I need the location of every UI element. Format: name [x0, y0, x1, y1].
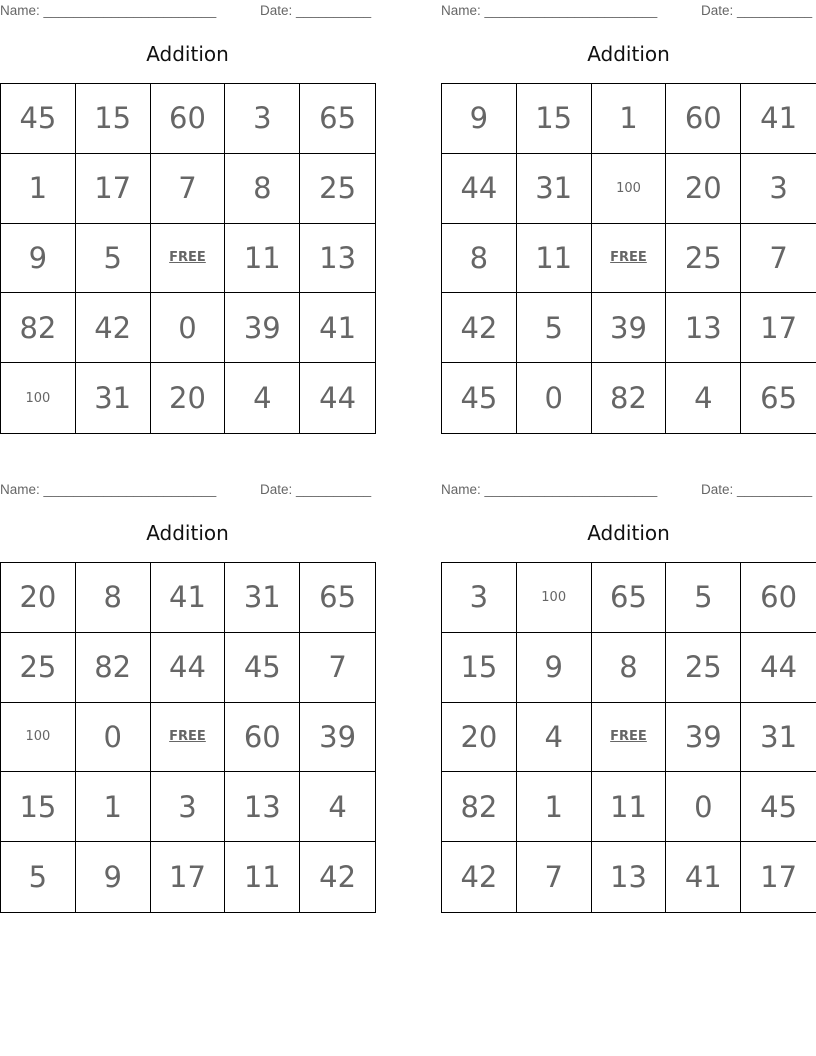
bingo-cell: 5 — [666, 563, 741, 633]
bingo-cell: 65 — [300, 84, 375, 154]
bingo-cell: 1 — [592, 84, 667, 154]
bingo-cell: 41 — [151, 563, 226, 633]
bingo-cell: 15 — [76, 84, 151, 154]
bingo-cell: 31 — [517, 154, 592, 224]
free-space: FREE — [151, 224, 226, 294]
bingo-cell: 9 — [1, 224, 76, 294]
date-field[interactable]: Date: __________ — [701, 482, 813, 497]
bingo-cell: 41 — [300, 293, 375, 363]
bingo-cell: 20 — [151, 363, 226, 433]
bingo-cell: 1 — [76, 772, 151, 842]
bingo-cell: 7 — [300, 633, 375, 703]
bingo-cell: 39 — [225, 293, 300, 363]
bingo-cell: 15 — [442, 633, 517, 703]
bingo-cell: 45 — [741, 772, 816, 842]
free-space: FREE — [592, 224, 667, 294]
bingo-cell: 8 — [442, 224, 517, 294]
bingo-cell: 5 — [76, 224, 151, 294]
bingo-cell: 25 — [666, 224, 741, 294]
bingo-cell: 8 — [76, 563, 151, 633]
bingo-cell: 9 — [442, 84, 517, 154]
bingo-cell: 44 — [151, 633, 226, 703]
bingo-cell: 20 — [442, 703, 517, 773]
bingo-cell: 44 — [741, 633, 816, 703]
bingo-card — [0, 479, 375, 912]
bingo-cell: 82 — [76, 633, 151, 703]
bingo-cell: 13 — [592, 842, 667, 912]
bingo-cell: 4 — [517, 703, 592, 773]
bingo-cell: 60 — [225, 703, 300, 773]
bingo-cell: 45 — [225, 633, 300, 703]
bingo-cell: 3 — [225, 84, 300, 154]
date-field[interactable]: Date: __________ — [260, 482, 372, 497]
bingo-cell: 3 — [741, 154, 816, 224]
bingo-cell: 9 — [76, 842, 151, 912]
bingo-cell: 15 — [517, 84, 592, 154]
bingo-cell: 17 — [760, 860, 798, 895]
bingo-cell: 82 — [442, 772, 517, 842]
bingo-cell: 41 — [666, 842, 741, 912]
bingo-cell: 0 — [517, 363, 592, 433]
bingo-cell: 7 — [151, 154, 226, 224]
bingo-cell: 100 — [1, 703, 76, 773]
bingo-cell: 5 — [517, 293, 592, 363]
bingo-cell: 17 — [741, 293, 816, 363]
name-field[interactable]: Name: _______________________ — [0, 482, 217, 497]
card-title: Addition — [146, 521, 229, 545]
bingo-cell: 0 — [151, 293, 226, 363]
date-field[interactable]: Date: __________ — [701, 3, 813, 18]
bingo-cell: 31 — [741, 703, 816, 773]
bingo-cell: 4 — [300, 772, 375, 842]
bingo-cell: 42 — [319, 860, 357, 895]
bingo-cell: 13 — [666, 293, 741, 363]
name-field[interactable]: Name: _______________________ — [0, 3, 217, 18]
bingo-cell: 65 — [300, 563, 375, 633]
free-space: FREE — [151, 703, 226, 773]
name-field[interactable]: Name: _______________________ — [441, 482, 658, 497]
bingo-cell: 13 — [300, 224, 375, 294]
bingo-cell: 1 — [1, 154, 76, 224]
bingo-cell: 39 — [666, 703, 741, 773]
bingo-cell: 0 — [76, 703, 151, 773]
bingo-cell: 65 — [760, 381, 798, 416]
bingo-cell: 0 — [666, 772, 741, 842]
bingo-cell: 60 — [151, 84, 226, 154]
bingo-cell: 3 — [151, 772, 226, 842]
bingo-cell: 11 — [225, 842, 300, 912]
card-title: Addition — [146, 42, 229, 66]
bingo-grid — [441, 562, 816, 913]
bingo-cell: 4 — [666, 363, 741, 433]
bingo-cell: 13 — [225, 772, 300, 842]
free-space: FREE — [592, 703, 667, 773]
card-title: Addition — [587, 42, 670, 66]
bingo-cell: 17 — [76, 154, 151, 224]
bingo-cell: 44 — [442, 154, 517, 224]
bingo-cell: 20 — [666, 154, 741, 224]
bingo-cell: 8 — [592, 633, 667, 703]
bingo-cell: 42 — [442, 842, 517, 912]
bingo-cell: 31 — [225, 563, 300, 633]
bingo-cell: 42 — [76, 293, 151, 363]
bingo-cell: 82 — [1, 293, 76, 363]
bingo-cell: 17 — [151, 842, 226, 912]
bingo-cell: 100 — [592, 154, 667, 224]
bingo-cell: 65 — [592, 563, 667, 633]
bingo-grid — [0, 562, 376, 913]
bingo-grid — [441, 83, 816, 434]
bingo-cell: 45 — [442, 363, 517, 433]
bingo-cell: 100 — [517, 563, 592, 633]
bingo-cell: 60 — [666, 84, 741, 154]
card-title: Addition — [587, 521, 670, 545]
bingo-cell: 42 — [442, 293, 517, 363]
bingo-cell: 11 — [592, 772, 667, 842]
bingo-cell: 8 — [225, 154, 300, 224]
bingo-cell: 82 — [592, 363, 667, 433]
bingo-card — [0, 0, 375, 433]
bingo-cell: 5 — [1, 842, 76, 912]
bingo-cell: 20 — [1, 563, 76, 633]
name-field[interactable]: Name: _______________________ — [441, 3, 658, 18]
bingo-cell: 25 — [300, 154, 375, 224]
bingo-card — [441, 479, 816, 912]
bingo-cell: 45 — [1, 84, 76, 154]
bingo-cell: 3 — [442, 563, 517, 633]
bingo-cell: 25 — [1, 633, 76, 703]
bingo-cell: 15 — [1, 772, 76, 842]
bingo-cell: 11 — [517, 224, 592, 294]
bingo-cell: 7 — [517, 842, 592, 912]
bingo-cell: 39 — [592, 293, 667, 363]
bingo-cell: 60 — [741, 563, 816, 633]
date-field[interactable]: Date: __________ — [260, 3, 372, 18]
bingo-cell: 100 — [1, 363, 76, 433]
bingo-cell: 41 — [741, 84, 816, 154]
bingo-cell: 4 — [225, 363, 300, 433]
bingo-cell: 11 — [225, 224, 300, 294]
bingo-cell: 31 — [76, 363, 151, 433]
bingo-cell: 9 — [517, 633, 592, 703]
bingo-cell: 1 — [517, 772, 592, 842]
bingo-cell: 7 — [741, 224, 816, 294]
bingo-card — [441, 0, 816, 433]
bingo-cell: 25 — [666, 633, 741, 703]
bingo-cell: 39 — [300, 703, 375, 773]
bingo-grid — [0, 83, 376, 434]
bingo-cell: 44 — [319, 381, 357, 416]
